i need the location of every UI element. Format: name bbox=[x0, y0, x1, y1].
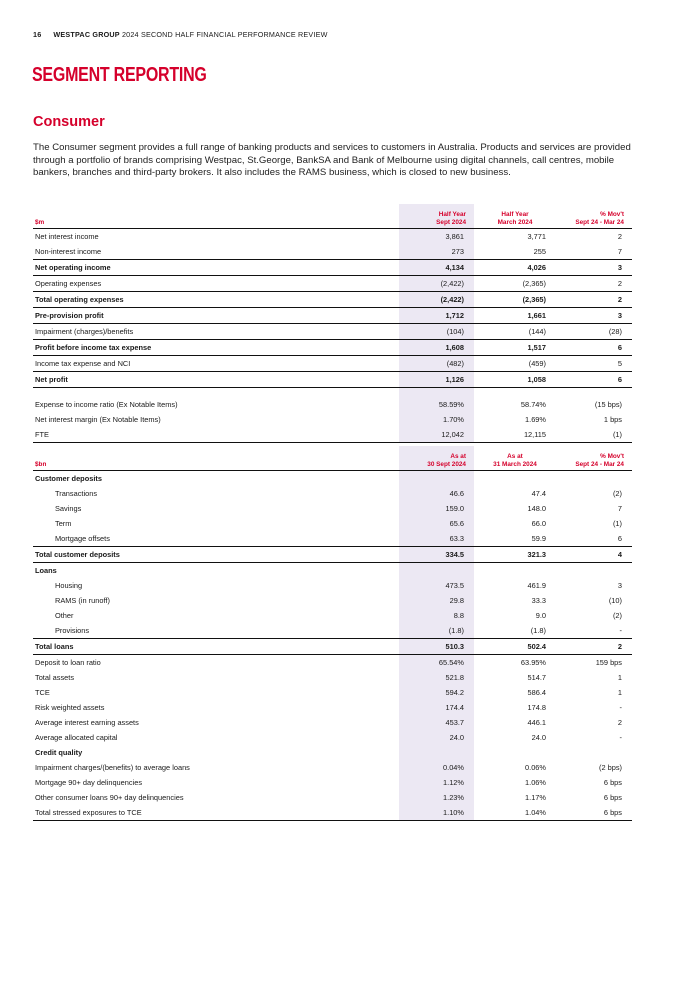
cell-value: 514.7 bbox=[527, 673, 546, 682]
cell-value: 1 bbox=[617, 673, 622, 682]
cell-value: 4 bbox=[556, 547, 632, 563]
cell-value: (2,365) bbox=[474, 292, 556, 308]
cell-value: 24.0 bbox=[531, 733, 546, 742]
table-row-total bbox=[33, 308, 632, 324]
cell-value: 63.95% bbox=[520, 658, 546, 667]
report-title: 2024 SECOND HALF FINANCIAL PERFORMANCE REVIEW bbox=[121, 30, 328, 39]
cell-value: 453.7 bbox=[399, 715, 474, 730]
row-label: Total assets bbox=[35, 673, 75, 682]
cell-value: 0.04% bbox=[399, 760, 474, 775]
balance-sheet-table bbox=[33, 446, 632, 821]
cell-value: (144) bbox=[528, 327, 546, 336]
cell-value: (28) bbox=[608, 327, 622, 336]
cell-value: 58.74% bbox=[520, 400, 546, 409]
row-label: Profit before income tax expense bbox=[33, 340, 399, 356]
cell-value bbox=[556, 388, 632, 398]
cell-value: - bbox=[619, 703, 622, 712]
cell-value: 12,115 bbox=[474, 427, 556, 443]
row-label: Loans bbox=[35, 566, 57, 575]
row-label: Net operating income bbox=[33, 260, 399, 276]
table-row bbox=[33, 715, 632, 730]
cell-value: 334.5 bbox=[399, 547, 474, 563]
row-label: Other bbox=[55, 611, 74, 620]
row-label: Other consumer loans 90+ day delinquencies bbox=[35, 793, 184, 802]
cell-value: (1) bbox=[612, 519, 622, 528]
row-label: Housing bbox=[55, 581, 83, 590]
cell-value: 63.3 bbox=[399, 531, 474, 547]
table-row bbox=[33, 608, 632, 623]
brand-name: WESTPAC GROUP bbox=[53, 30, 120, 39]
cell-value: 9.0 bbox=[535, 611, 546, 620]
table-row bbox=[33, 397, 632, 412]
cell-value: 159 bps bbox=[595, 658, 622, 667]
table-row bbox=[33, 685, 632, 700]
row-label: Net interest income bbox=[35, 232, 99, 241]
row-label: Customer deposits bbox=[35, 474, 102, 483]
cell-value: 1,661 bbox=[474, 308, 556, 324]
table-row bbox=[33, 700, 632, 715]
cell-value bbox=[556, 563, 632, 579]
cell-value: (2 bps) bbox=[598, 763, 622, 772]
table-row bbox=[33, 229, 632, 245]
cell-value: 3 bbox=[556, 308, 632, 324]
cell-value: (459) bbox=[528, 359, 546, 368]
row-label: Savings bbox=[55, 504, 82, 513]
cell-value: 33.3 bbox=[531, 596, 546, 605]
cell-value: 3 bbox=[617, 581, 622, 590]
cell-value: 273 bbox=[399, 244, 474, 260]
row-label: Average interest earning assets bbox=[35, 718, 139, 727]
section-row-customer-deposits bbox=[33, 471, 632, 487]
row-label: Income tax expense and NCI bbox=[35, 359, 131, 368]
cell-value: 6 bps bbox=[603, 778, 622, 787]
cell-value: (15 bps) bbox=[594, 400, 622, 409]
cell-value: 1,517 bbox=[474, 340, 556, 356]
cell-value: 1 bps bbox=[603, 415, 622, 424]
table-row-total bbox=[33, 340, 632, 356]
cell-value: 6 bbox=[556, 372, 632, 388]
cell-value: 1.04% bbox=[474, 805, 556, 821]
cell-value: - bbox=[619, 626, 622, 635]
cell-value: 2 bbox=[556, 292, 632, 308]
cell-value: 6 bps bbox=[556, 805, 632, 821]
cell-value: 3,771 bbox=[527, 232, 546, 241]
cell-value: 6 bbox=[556, 340, 632, 356]
row-label: Non-interest income bbox=[35, 247, 102, 256]
cell-value: 65.54% bbox=[399, 655, 474, 671]
row-label: RAMS (in runoff) bbox=[55, 596, 110, 605]
cell-value: 1,608 bbox=[399, 340, 474, 356]
cell-value bbox=[33, 388, 399, 398]
cell-value: 1,058 bbox=[474, 372, 556, 388]
cell-value bbox=[556, 471, 632, 487]
cell-value: 29.8 bbox=[399, 593, 474, 608]
table-row bbox=[33, 805, 632, 821]
cell-value: 2 bbox=[556, 639, 632, 655]
table-row bbox=[33, 593, 632, 608]
row-label: Expense to income ratio (Ex Notable Items) bbox=[35, 400, 178, 409]
cell-value: 3 bbox=[556, 260, 632, 276]
table-row bbox=[33, 516, 632, 531]
cell-value bbox=[556, 745, 632, 760]
cell-value bbox=[474, 388, 556, 398]
row-label: Credit quality bbox=[35, 748, 83, 757]
row-label: Term bbox=[55, 519, 72, 528]
cell-value bbox=[399, 745, 474, 760]
cell-value: 521.8 bbox=[399, 670, 474, 685]
table-row bbox=[33, 244, 632, 260]
cell-value: 1,126 bbox=[399, 372, 474, 388]
table-row bbox=[33, 412, 632, 427]
cell-value: 174.8 bbox=[527, 703, 546, 712]
row-label: Net interest margin (Ex Notable Items) bbox=[35, 415, 161, 424]
cell-value: 510.3 bbox=[399, 639, 474, 655]
cell-value: (104) bbox=[399, 324, 474, 340]
cell-value: 1.06% bbox=[525, 778, 546, 787]
table-row-total bbox=[33, 260, 632, 276]
spacer-row bbox=[33, 388, 632, 398]
table-row bbox=[33, 427, 632, 443]
cell-value: 47.4 bbox=[531, 489, 546, 498]
cell-value: 1,712 bbox=[399, 308, 474, 324]
cell-value: 1.17% bbox=[525, 793, 546, 802]
cell-value: (2,365) bbox=[522, 279, 546, 288]
cell-value: 2 bbox=[617, 232, 622, 241]
cell-value: (2) bbox=[612, 489, 622, 498]
cell-value: 3,861 bbox=[399, 229, 474, 245]
cell-value bbox=[474, 745, 556, 760]
row-label: Impairment (charges)/benefits bbox=[35, 327, 134, 336]
cell-value: 1.10% bbox=[399, 805, 474, 821]
cell-value: 502.4 bbox=[474, 639, 556, 655]
column-header-movement: % Mov't Sept 24 - Mar 24 bbox=[575, 211, 624, 226]
cell-value: 1 bbox=[617, 688, 622, 697]
cell-value: - bbox=[619, 733, 622, 742]
cell-value: 148.0 bbox=[527, 504, 546, 513]
column-header-movement: % Mov't Sept 24 - Mar 24 bbox=[575, 453, 624, 468]
cell-value: 174.4 bbox=[399, 700, 474, 715]
table-row-total bbox=[33, 547, 632, 563]
column-header-sept-2024: Half Year Sept 2024 bbox=[399, 204, 474, 229]
cell-value: 1.69% bbox=[525, 415, 546, 424]
cell-value: (1.8) bbox=[530, 626, 546, 635]
cell-value bbox=[399, 563, 474, 579]
row-label: Total customer deposits bbox=[33, 547, 399, 563]
page-number: 16 bbox=[33, 30, 42, 39]
table-row bbox=[33, 578, 632, 593]
cell-value: 7 bbox=[617, 504, 622, 513]
cell-value: 159.0 bbox=[399, 501, 474, 516]
row-label: Deposit to loan ratio bbox=[35, 658, 101, 667]
row-label: FTE bbox=[33, 427, 399, 443]
row-label: Total operating expenses bbox=[33, 292, 399, 308]
cell-value: 0.06% bbox=[525, 763, 546, 772]
cell-value: 1.12% bbox=[399, 775, 474, 790]
cell-value: 1.23% bbox=[399, 790, 474, 805]
cell-value: 8.8 bbox=[399, 608, 474, 623]
cell-value: (10) bbox=[608, 596, 622, 605]
row-label: Transactions bbox=[55, 489, 98, 498]
cell-value: 66.0 bbox=[531, 519, 546, 528]
table-row-total bbox=[33, 639, 632, 655]
cell-value: 2 bbox=[617, 279, 622, 288]
cell-value: 586.4 bbox=[527, 688, 546, 697]
cell-value: 2 bbox=[617, 718, 622, 727]
table-row bbox=[33, 324, 632, 340]
cell-value: 446.1 bbox=[527, 718, 546, 727]
page-header bbox=[33, 30, 328, 39]
unit-label: $bn bbox=[35, 460, 47, 468]
cell-value: (2) bbox=[612, 611, 622, 620]
cell-value: 7 bbox=[617, 247, 622, 256]
row-label: Total stressed exposures to TCE bbox=[33, 805, 399, 821]
row-label: TCE bbox=[35, 688, 50, 697]
unit-label: $m bbox=[35, 218, 45, 226]
table-row bbox=[33, 670, 632, 685]
table-row-net-profit bbox=[33, 372, 632, 388]
cell-value: 6 bbox=[617, 534, 622, 543]
cell-value: 58.59% bbox=[399, 397, 474, 412]
row-label: Mortgage 90+ day delinquencies bbox=[35, 778, 143, 787]
row-label: Average allocated capital bbox=[35, 733, 118, 742]
table-row bbox=[33, 356, 632, 372]
cell-value: (1.8) bbox=[399, 623, 474, 639]
cell-value: (1) bbox=[556, 427, 632, 443]
row-label: Impairment charges/(benefits) to average loans bbox=[35, 763, 190, 772]
cell-value: 46.6 bbox=[399, 486, 474, 501]
row-label: Operating expenses bbox=[35, 279, 102, 288]
intro-paragraph: The Consumer segment provides a full range of banking products and services to customers in Australia. Products and services are provided through a portfolio of brands comprising Westpac, St.George, BankSA and Bank of Melbourne using digital channels, call centres, mobile bankers, branches and third-party brokers. It also includes the RAMS business, which is closed to new business. bbox=[33, 142, 631, 179]
cell-value bbox=[474, 563, 556, 579]
cell-value: (2,422) bbox=[399, 292, 474, 308]
row-label: Provisions bbox=[55, 626, 90, 635]
cell-value: (482) bbox=[399, 356, 474, 372]
cell-value: 1.70% bbox=[399, 412, 474, 427]
row-label: Mortgage offsets bbox=[55, 534, 110, 543]
section-title: SEGMENT REPORTING bbox=[32, 64, 207, 86]
cell-value bbox=[399, 471, 474, 487]
table-row bbox=[33, 531, 632, 547]
cell-value: 473.5 bbox=[399, 578, 474, 593]
section-row-loans bbox=[33, 563, 632, 579]
cell-value: 12,042 bbox=[399, 427, 474, 443]
table-row-total bbox=[33, 292, 632, 308]
financial-results-table bbox=[33, 204, 632, 443]
segment-title: Consumer bbox=[33, 114, 105, 130]
cell-value: 321.3 bbox=[474, 547, 556, 563]
cell-value: 461.9 bbox=[527, 581, 546, 590]
table-row bbox=[33, 486, 632, 501]
table-row bbox=[33, 655, 632, 671]
table-row bbox=[33, 730, 632, 745]
table-header-row bbox=[33, 446, 632, 471]
cell-value: 594.2 bbox=[399, 685, 474, 700]
table-row bbox=[33, 775, 632, 790]
cell-value: 59.9 bbox=[531, 534, 546, 543]
table-row bbox=[33, 790, 632, 805]
section-row-credit-quality bbox=[33, 745, 632, 760]
cell-value: 65.6 bbox=[399, 516, 474, 531]
cell-value: 4,134 bbox=[399, 260, 474, 276]
cell-value: 5 bbox=[617, 359, 622, 368]
cell-value: 255 bbox=[533, 247, 546, 256]
cell-value: 24.0 bbox=[399, 730, 474, 745]
column-header-30-sept-2024: As at 30 Sept 2024 bbox=[399, 446, 474, 471]
row-label: Risk weighted assets bbox=[35, 703, 105, 712]
column-header-31-march-2024: As at 31 March 2024 bbox=[493, 453, 537, 468]
cell-value: (2,422) bbox=[399, 276, 474, 292]
table-row bbox=[33, 501, 632, 516]
table-row bbox=[33, 760, 632, 775]
row-label: Pre-provision profit bbox=[33, 308, 399, 324]
row-label: Total loans bbox=[33, 639, 399, 655]
table-header-row bbox=[33, 204, 632, 229]
cell-value bbox=[399, 388, 474, 398]
table-row bbox=[33, 276, 632, 292]
cell-value: 4,026 bbox=[474, 260, 556, 276]
column-header-march-2024: Half Year March 2024 bbox=[497, 211, 533, 226]
table-row bbox=[33, 623, 632, 639]
cell-value bbox=[474, 471, 556, 487]
cell-value: 6 bps bbox=[603, 793, 622, 802]
row-label: Net profit bbox=[33, 372, 399, 388]
